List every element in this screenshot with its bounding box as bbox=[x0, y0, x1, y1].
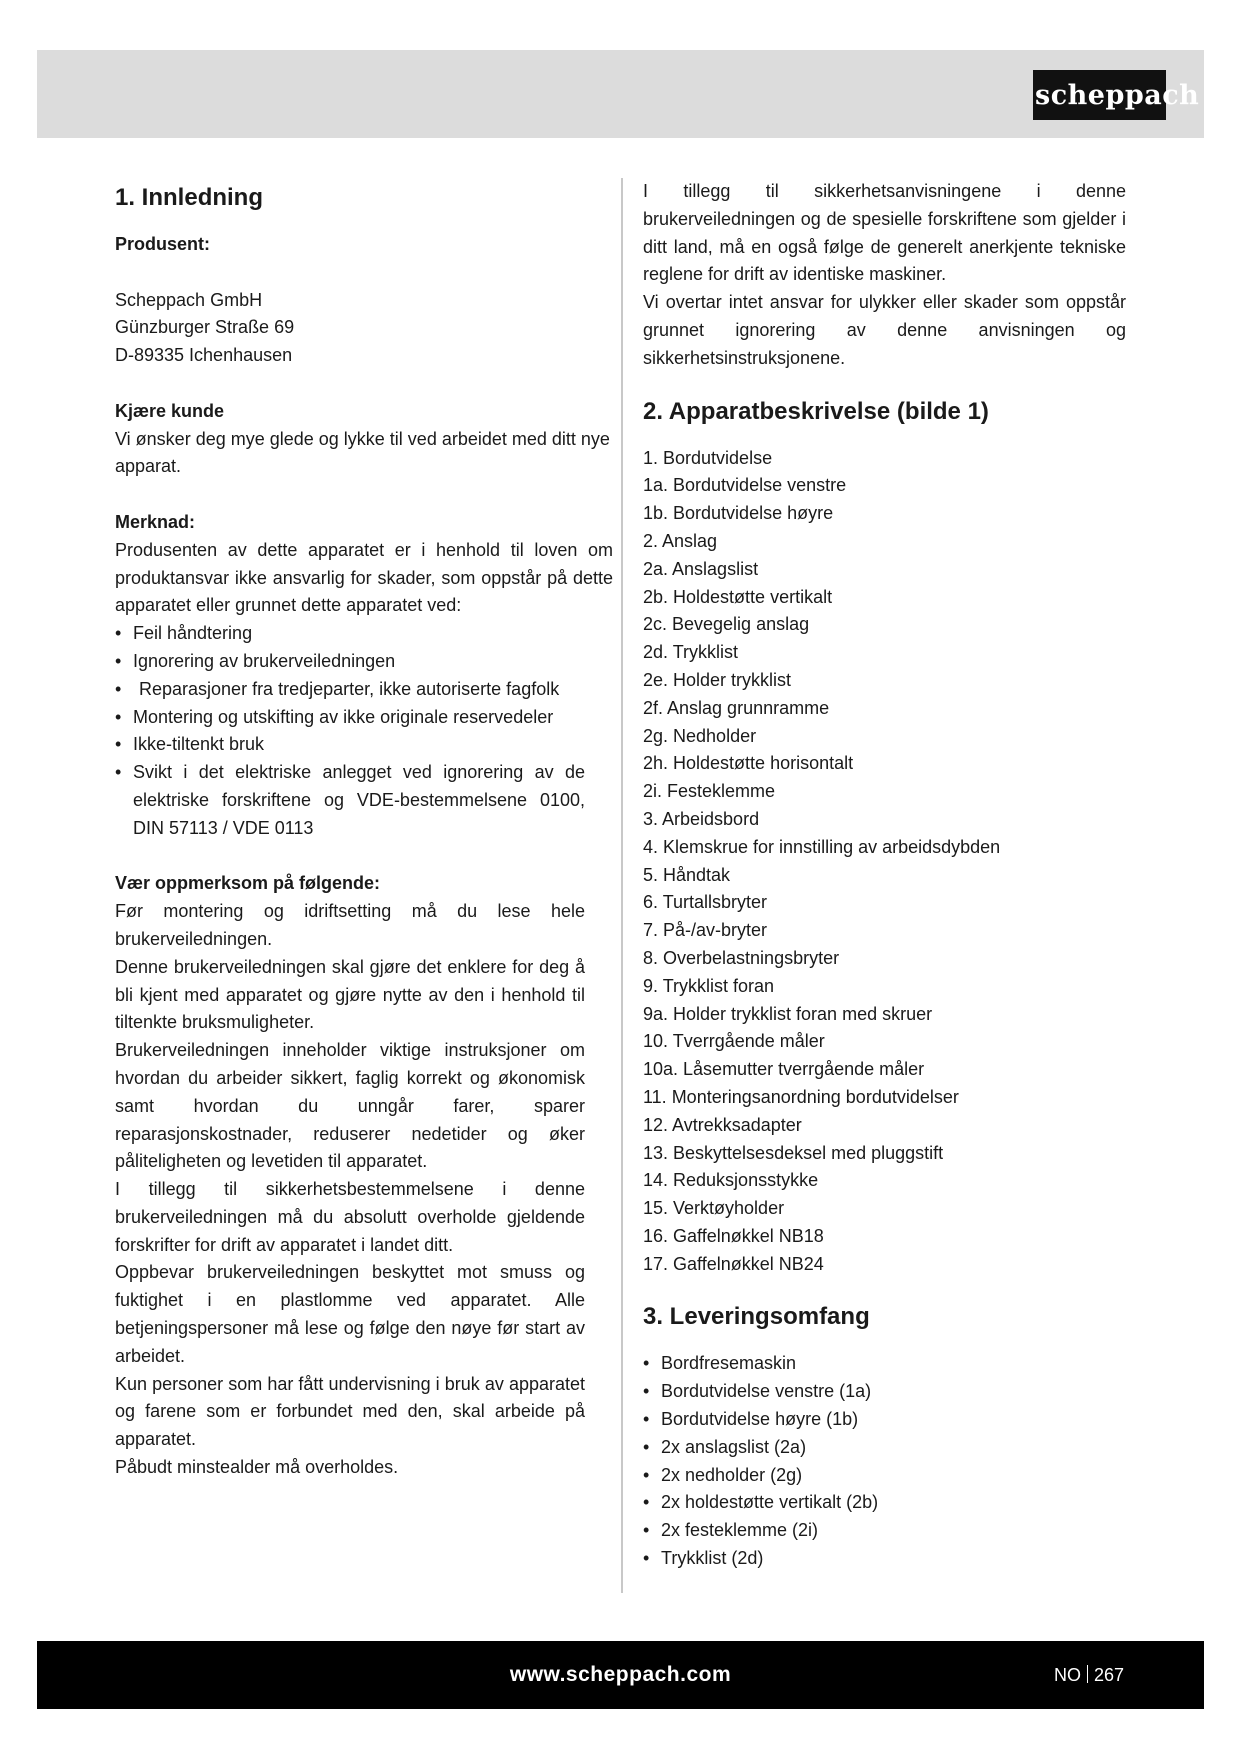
intro-paragraph: Vi overtar intet ansvar for ulykker eller skader som oppstår grunnet ignorering av denne anvisningen og sikkerhetsinstruksjonene. bbox=[643, 292, 1126, 368]
note-text: Produsenten av dette apparatet er i henhold til loven om produktansvar ikke ansvarlig for skader, som oppstår på dette apparatet eller grunnet dette apparatet ved: bbox=[115, 539, 613, 616]
delivery-item: • Bordutvidelse venstre (1a) bbox=[643, 1378, 1126, 1406]
part-item: 2i. Festeklemme bbox=[643, 781, 776, 802]
intro-paragraph: I tillegg til sikkerhetsanvisningene i denne brukerveiledningen og de spesielle forskriftene som gjelder i ditt land, må en også følge de generelt anerkjente tekniske reglene for drift av identiske maskiner. bbox=[643, 181, 1126, 285]
note-label: Merknad: bbox=[115, 511, 196, 532]
part-item: 9. Trykklist foran bbox=[643, 975, 775, 996]
part-item: 12. Avtrekksadapter bbox=[643, 1114, 802, 1135]
column-divider bbox=[621, 178, 623, 1593]
part-item: 1. Bordutvidelse bbox=[643, 447, 773, 468]
brand-logo: scheppach bbox=[1033, 70, 1166, 120]
footer-bar bbox=[37, 1641, 1204, 1709]
part-item: 2. Anslag bbox=[643, 530, 718, 551]
page-separator bbox=[1087, 1665, 1088, 1683]
header-bar bbox=[37, 50, 1204, 138]
note-bullet: • Feil håndtering bbox=[115, 620, 613, 648]
part-item: 9a. Holder trykklist foran med skruer bbox=[643, 1003, 933, 1024]
part-item: 3. Arbeidsbord bbox=[643, 808, 760, 829]
part-item: 2e. Holder trykklist bbox=[643, 669, 792, 690]
producer-label: Produsent: bbox=[115, 234, 211, 254]
attention-paragraph: Påbudt minstealder må overholdes. bbox=[115, 1457, 399, 1478]
delivery-item: • 2x anslagslist (2a) bbox=[643, 1434, 1126, 1462]
part-item: 7. På-/av-bryter bbox=[643, 920, 768, 941]
website-url: www.scheppach.com bbox=[509, 1663, 732, 1686]
note-bullet: • Ikke-tiltenkt bruk bbox=[115, 731, 613, 759]
note-bullet: • Ignorering av brukerveiledningen bbox=[115, 648, 613, 676]
page-number bbox=[1054, 1665, 1124, 1686]
attention-paragraph: Brukerveiledningen inneholder viktige instruksjoner om hvordan du arbeider sikkert, faglig korrekt og økonomisk samt hvordan du unngår farer, sparer reparasjonskostnader, reduserer nedetider og øker påliteligheten og levetiden til apparatet. bbox=[115, 1040, 585, 1172]
part-item: 2d. Trykklist bbox=[643, 642, 739, 663]
part-item: 2a. Anslagslist bbox=[643, 558, 759, 579]
delivery-item: • 2x festeklemme (2i) bbox=[643, 1517, 1126, 1545]
page-number-value: 267 bbox=[1093, 1665, 1124, 1685]
language-code: NO bbox=[1053, 1665, 1081, 1685]
note-bullet: • Svikt i det elektriske anlegget ved ignorering av de elektriske forskriftene og VDE-bestemmelsene 0100, DIN 57113 / VDE 0113 bbox=[115, 759, 613, 842]
delivery-item: • Trykklist (2d) bbox=[643, 1545, 1126, 1573]
part-item: 11. Monteringsanordning bordutvidelser bbox=[643, 1086, 959, 1107]
part-item: 2c. Bevegelig anslag bbox=[643, 614, 810, 635]
part-item: 10. Tverrgående måler bbox=[643, 1031, 825, 1052]
parts-list bbox=[643, 445, 1126, 1279]
note-bullet: • Reparasjoner fra tredjeparter, ikke autoriserte fagfolk bbox=[115, 676, 613, 704]
section-1-heading: 1. Innledning bbox=[115, 184, 263, 211]
note-bullet: • Montering og utskifting av ikke originale reservedeler bbox=[115, 704, 613, 732]
right-column bbox=[643, 178, 1126, 1573]
part-item: 8. Overbelastningsbryter bbox=[643, 947, 840, 968]
address-line: D-89335 Ichenhausen bbox=[115, 345, 293, 366]
attention-paragraph: Kun personer som har fått undervisning i bruk av apparatet og farene som er forbundet med den, skal arbeide på apparatet. bbox=[115, 1373, 585, 1450]
part-item: 15. Verktøyholder bbox=[643, 1198, 785, 1219]
left-column bbox=[115, 178, 613, 1482]
part-item: 4. Klemskrue for innstilling av arbeidsdybden bbox=[643, 836, 1001, 857]
delivery-item: • Bordfresemaskin bbox=[643, 1350, 1126, 1378]
dear-customer-text: Vi ønsker deg mye glede og lykke til ved arbeidet med ditt nye apparat. bbox=[115, 428, 610, 477]
part-item: 2f. Anslag grunnramme bbox=[643, 697, 830, 718]
dear-customer-label: Kjære kunde bbox=[115, 400, 225, 421]
address-line: Günzburger Straße 69 bbox=[115, 317, 295, 338]
attention-label: Vær oppmerksom på følgende: bbox=[115, 873, 381, 894]
part-item: 1a. Bordutvidelse venstre bbox=[643, 475, 847, 496]
part-item: 5. Håndtak bbox=[643, 864, 731, 885]
part-item: 13. Beskyttelsesdeksel med pluggstift bbox=[643, 1142, 944, 1163]
delivery-item: • 2x nedholder (2g) bbox=[643, 1462, 1126, 1490]
section-2-heading: 2. Apparatbeskrivelse (bilde 1) bbox=[643, 397, 989, 425]
part-item: 2b. Holdestøtte vertikalt bbox=[643, 586, 833, 607]
address-line: Scheppach GmbH bbox=[115, 289, 263, 310]
part-item: 16. Gaffelnøkkel NB18 bbox=[643, 1225, 824, 1246]
part-item: 17. Gaffelnøkkel NB24 bbox=[643, 1253, 824, 1274]
part-item: 6. Turtallsbryter bbox=[643, 892, 768, 913]
part-item: 10a. Låsemutter tverrgående måler bbox=[643, 1059, 925, 1080]
part-item: 14. Reduksjonsstykke bbox=[643, 1170, 819, 1191]
part-item: 1b. Bordutvidelse høyre bbox=[643, 503, 834, 524]
delivery-item: • 2x holdestøtte vertikalt (2b) bbox=[643, 1489, 1126, 1517]
delivery-item: • Bordutvidelse høyre (1b) bbox=[643, 1406, 1126, 1434]
attention-paragraph: I tillegg til sikkerhetsbestemmelsene i denne brukerveiledningen må du absolutt overholde gjeldende forskrifter for drift av apparatet i landet ditt. bbox=[115, 1179, 585, 1255]
attention-paragraph: Oppbevar brukerveiledningen beskyttet mot smuss og fuktighet i en plastlomme ved apparatet. Alle betjeningspersoner må lese og følge den nøye før start av arbeidet. bbox=[115, 1262, 585, 1366]
attention-paragraph: Før montering og idriftsetting må du lese hele brukerveiledningen. bbox=[115, 901, 585, 949]
part-item: 2h. Holdestøtte horisontalt bbox=[643, 753, 854, 774]
attention-paragraph: Denne brukerveiledningen skal gjøre det enklere for deg å bli kjent med apparatet og gjøre nytte av den i henhold til tiltenkte bruksmuligheter. bbox=[115, 956, 585, 1033]
part-item: 2g. Nedholder bbox=[643, 725, 757, 746]
section-3-heading: 3. Leveringsomfang bbox=[643, 1303, 870, 1331]
